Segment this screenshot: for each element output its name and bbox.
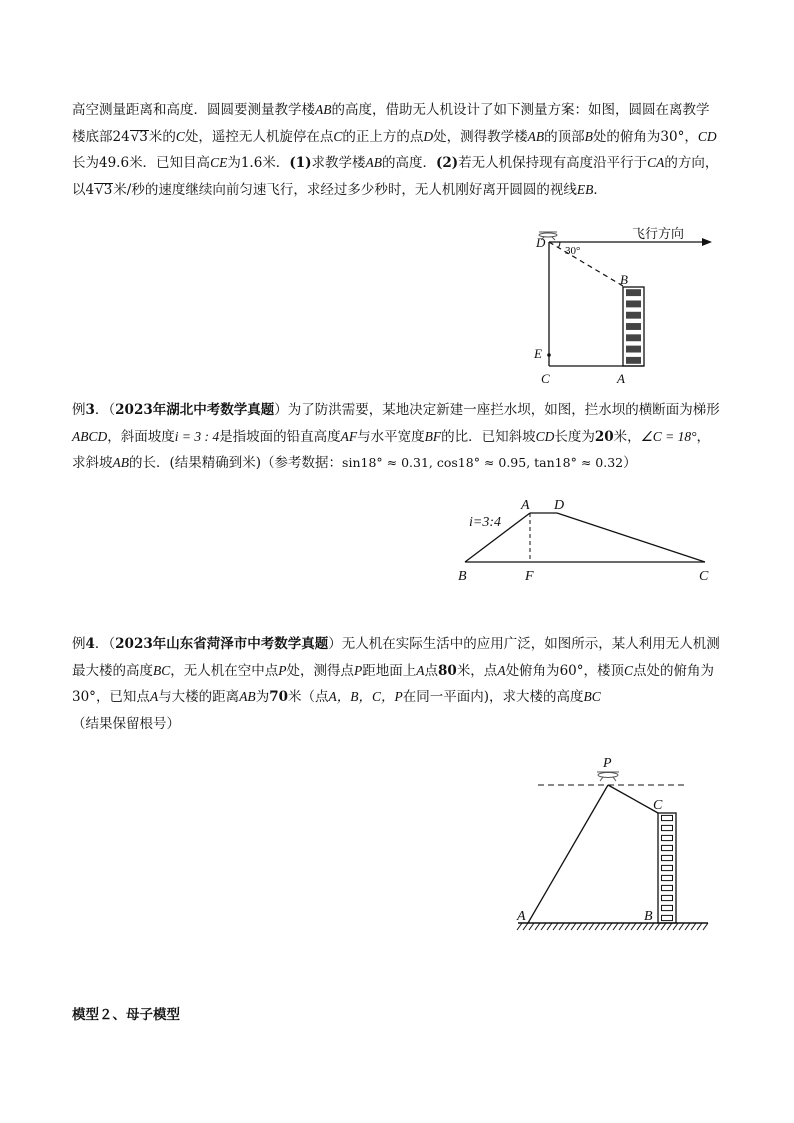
building-ab xyxy=(623,287,644,366)
sight-line-db xyxy=(549,242,623,286)
slope-label: i=3:4 xyxy=(469,515,501,530)
hatch-mark xyxy=(619,923,624,930)
building-window xyxy=(662,915,673,920)
building-window xyxy=(662,905,673,910)
hatch-mark xyxy=(577,923,582,930)
label-b: B xyxy=(458,569,467,584)
hatch-mark xyxy=(637,923,642,930)
hatch-mark xyxy=(565,923,570,930)
building-window xyxy=(626,323,641,330)
point-e xyxy=(547,353,551,357)
label-c: C xyxy=(653,798,663,813)
hatch-mark xyxy=(529,923,534,930)
building-window xyxy=(662,855,673,860)
building-window xyxy=(662,845,673,850)
hatch-mark xyxy=(667,923,672,930)
label-d: D xyxy=(554,498,565,513)
problem-3-text: 例4．（2023年山东省菏泽市中考数学真题）无人机在实际生活中的应用广泛，如图所示，某人利用无人机测最大楼的高度BC，无人机在空中点P处，测得点P距地面上A点80米，点A处俯角为60°，楼顶C点处的俯角为30°，已知点A与大楼的距离AB为70米（点A，B，C，P在同一平面内)，求大楼的高度BC （结果保留根号） xyxy=(72,636,720,732)
building-window xyxy=(662,825,673,830)
line-pc xyxy=(608,785,658,813)
hatch-mark xyxy=(697,923,702,930)
hatch-mark xyxy=(691,923,696,930)
label-b: B xyxy=(644,909,653,924)
label-a: A xyxy=(521,498,530,513)
figure-2-dam xyxy=(455,494,725,586)
hatch-mark xyxy=(631,923,636,930)
building-window xyxy=(662,895,673,900)
line-pa xyxy=(528,785,608,923)
label-f: F xyxy=(525,569,534,584)
building-window xyxy=(626,357,641,364)
building-window xyxy=(662,835,673,840)
building-window xyxy=(662,865,673,870)
building-window xyxy=(626,312,641,319)
drone-icon xyxy=(597,772,619,781)
angle-arc xyxy=(559,242,561,248)
ground-hatching xyxy=(517,923,708,930)
building-window xyxy=(662,885,673,890)
hatch-mark xyxy=(517,923,522,930)
hatch-mark xyxy=(679,923,684,930)
angle-label: 30° xyxy=(565,245,581,257)
hatch-mark xyxy=(625,923,630,930)
hatch-mark xyxy=(571,923,576,930)
label-c: C xyxy=(541,371,550,386)
label-a: A xyxy=(617,371,625,386)
slope-dc xyxy=(557,513,705,562)
label-p: P xyxy=(603,756,612,771)
arrow-head xyxy=(702,238,712,246)
hatch-mark xyxy=(703,923,708,930)
sqrt-symbol: √3 xyxy=(130,128,148,145)
hatch-mark xyxy=(661,923,666,930)
flight-direction-label: 飞行方向 xyxy=(632,227,685,242)
building-window xyxy=(662,815,673,820)
hatch-mark xyxy=(559,923,564,930)
hatch-mark xyxy=(685,923,690,930)
building-window xyxy=(626,346,641,353)
hatch-mark xyxy=(655,923,660,930)
label-d: D xyxy=(536,235,546,250)
figure-1-drone-building xyxy=(520,226,730,386)
building-window xyxy=(626,289,641,296)
label-e: E xyxy=(534,346,542,361)
label-c: C xyxy=(699,569,709,584)
problem-2-text: 例3．（2023年湖北中考数学真题）为了防洪需要，某地决定新建一座拦水坝，如图，拦水坝的横断面为梯形ABCD，斜面坡度i = 3 : 4是指坡面的铅直高度AF与水平宽度BF的比．已知斜坡CD长度为20米，∠C = 18°，求斜坡AB的长．(结果精确到米)（参考数据：sin18° ≈ 0.31, cos18° ≈ 0.95, tan18° ≈ 0.32） xyxy=(72,402,720,471)
label-a: A xyxy=(517,909,526,924)
building-window xyxy=(626,334,641,341)
hatch-mark xyxy=(613,923,618,930)
label-b: B xyxy=(620,272,628,287)
hatch-mark xyxy=(589,923,594,930)
hatch-mark xyxy=(643,923,648,930)
hatch-mark xyxy=(595,923,600,930)
hatch-mark xyxy=(649,923,654,930)
hatch-mark xyxy=(601,923,606,930)
hatch-mark xyxy=(583,923,588,930)
building-window xyxy=(626,300,641,307)
hatch-mark xyxy=(541,923,546,930)
hatch-mark xyxy=(673,923,678,930)
hatch-mark xyxy=(607,923,612,930)
problem-1-text: 高空测量距离和高度．圆圆要测量教学楼AB的高度，借助无人机设计了如下测量方案：如图，圆圆在离教学楼底部24√3米的C处，遥控无人机旋停在点C的正上方的点D处，测得教学楼AB的顶部B处的俯角为30°，CD长为49.6米．已知目高CE为1.6米．(1)求教学楼AB的高度．(2)若无人机保持现有高度沿平行于CA的方向，以4√3米/秒的速度继续向前匀速飞行，求经过多少秒时，无人机刚好离开圆圆的视线EB． xyxy=(72,102,719,198)
figure-3-drone-tower xyxy=(510,755,715,937)
section-heading: 模型２、母子模型 xyxy=(72,1007,180,1023)
hatch-mark xyxy=(535,923,540,930)
sqrt-symbol: √3 xyxy=(95,181,113,198)
building-bc xyxy=(658,813,676,923)
hatch-mark xyxy=(523,923,528,930)
building-window xyxy=(662,875,673,880)
hatch-mark xyxy=(553,923,558,930)
hatch-mark xyxy=(547,923,552,930)
